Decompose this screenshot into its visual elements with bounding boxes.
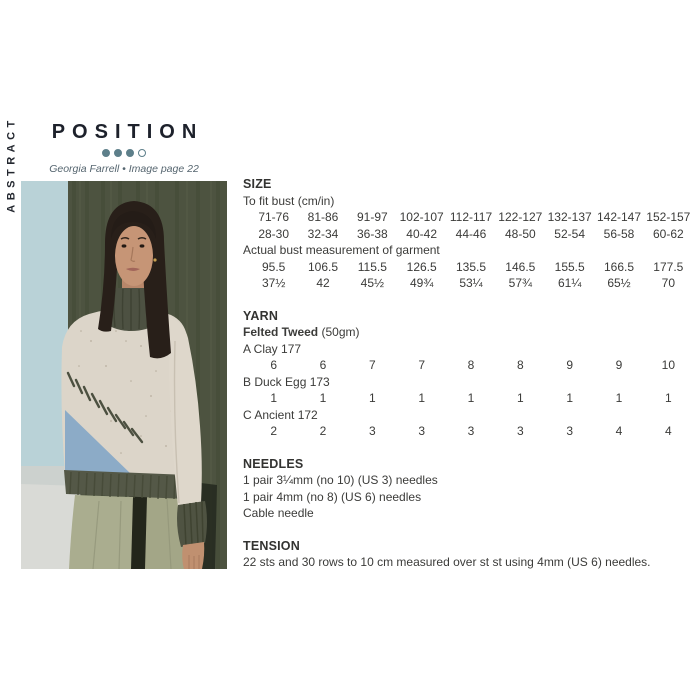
tension-section [243,538,693,571]
trouser-left-leg [69,495,133,569]
difficulty-dot [114,149,122,157]
difficulty-dot [138,149,146,157]
needles-item: 1 pair 3¼mm (no 10) (US 3) needles [243,473,438,487]
table-cell: 8 [516,358,524,372]
table-cell: 102-107 [399,210,444,224]
size-actual-label: Actual bust measurement of garment [243,243,440,257]
table-cell: 1 [319,391,327,405]
size-fit-label: To fit bust (cm/in) [243,193,335,208]
table-cell: 3 [467,424,475,438]
table-cell: 42 [316,276,330,290]
difficulty-dots [18,148,230,158]
table-cell: 3 [516,424,524,438]
table-cell: 10 [661,358,675,372]
table-cell: 1 [566,391,573,405]
table-cell: 91-97 [356,210,388,224]
size-actual-cm-row [249,259,693,276]
table-cell: 6 [270,358,277,372]
table-cell: 61¼ [557,276,582,290]
yarn-color-c-label: C Ancient 172 [243,407,318,422]
table-cell: 95.5 [261,259,286,274]
needles-section [243,456,693,522]
yarn-color-a-label: A Clay 177 [243,341,302,356]
needles-item: Cable needle [243,506,314,520]
yarn-name-line [243,324,693,341]
pattern-photo-illustration [21,181,227,569]
table-cell: 7 [368,358,376,372]
table-cell: 152-157 [646,210,691,224]
table-cell: 71-76 [258,210,290,224]
table-cell: 65½ [607,276,631,290]
yarn-color-a-row [249,357,693,374]
yarn-weight: (50gm) [321,325,360,339]
table-cell: 2 [270,424,277,438]
table-cell: 28-30 [258,226,290,241]
table-cell: 37½ [261,276,286,290]
size-fit-cm-row [249,209,693,226]
yarn-heading: YARN [243,308,279,323]
table-cell: 115.5 [357,259,387,274]
table-cell: 57¾ [508,276,532,290]
hand [182,542,204,569]
byline: Georgia Farrell • Image page 22 [49,163,199,175]
table-cell: 48-50 [504,226,536,241]
table-cell: 1 [664,391,672,405]
table-cell: 177.5 [653,259,684,274]
yarn-color-c-row [249,423,693,440]
table-cell: 7 [418,358,425,372]
table-cell: 8 [467,358,475,372]
size-actual-in-row [249,275,693,292]
yarn-section [243,308,693,440]
table-cell: 2 [319,424,327,438]
table-cell: 126.5 [406,259,437,274]
table-cell: 135.5 [455,259,486,274]
page-title: POSITION [51,121,204,143]
table-cell: 56-58 [603,226,635,241]
yarn-name: Felted Tweed [243,325,319,339]
size-section [243,176,693,292]
table-cell: 52-54 [554,226,585,241]
pattern-photo [21,181,227,569]
table-cell: 3 [566,424,573,438]
table-cell: 1 [467,391,475,405]
table-cell: 9 [615,358,623,372]
size-fit-in-row [249,226,693,243]
earring [153,258,156,261]
table-cell: 70 [661,276,675,290]
table-cell: 112-117 [449,210,493,224]
table-cell: 49¾ [409,276,434,290]
table-cell: 6 [319,358,327,372]
needles-heading: NEEDLES [243,456,304,471]
table-cell: 60-62 [652,226,684,241]
table-cell: 166.5 [603,259,634,274]
size-heading: SIZE [243,177,272,191]
table-cell: 9 [566,358,573,372]
pattern-details [243,176,693,571]
table-cell: 1 [270,391,277,405]
table-cell: 3 [368,424,376,438]
table-cell: 32-34 [307,226,339,241]
table-cell: 106.5 [307,259,338,274]
face [115,226,153,286]
category-label: ABSTRACT [5,116,18,213]
difficulty-dot [102,149,110,157]
table-cell: 132-137 [547,210,592,224]
needles-item: 1 pair 4mm (no 8) (US 6) needles [243,489,422,504]
table-cell: 155.5 [554,259,585,274]
table-cell: 4 [664,424,672,438]
tension-text: 22 sts and 30 rows to 10 cm measured over st st using 4mm (US 6) needles. [243,555,651,569]
tension-heading: TENSION [243,538,300,553]
table-cell: 36-38 [356,226,388,241]
table-cell: 1 [615,391,623,405]
table-cell: 122-127 [498,210,543,224]
table-cell: 81-86 [307,210,339,224]
table-cell: 4 [615,424,623,438]
table-cell: 146.5 [505,259,536,274]
yarn-color-b-row [249,390,693,407]
table-cell: 1 [516,391,524,405]
yarn-color-b-label: B Duck Egg 173 [243,374,330,389]
difficulty-dot [126,149,134,157]
title-block [18,121,230,175]
table-cell: 1 [418,391,425,405]
table-cell: 45½ [360,276,384,290]
table-cell: 1 [368,391,376,405]
table-cell: 40-42 [406,226,437,241]
table-cell: 142-147 [596,210,642,224]
table-cell: 44-46 [455,226,487,241]
table-cell: 3 [418,424,425,438]
table-cell: 53¼ [459,276,483,290]
